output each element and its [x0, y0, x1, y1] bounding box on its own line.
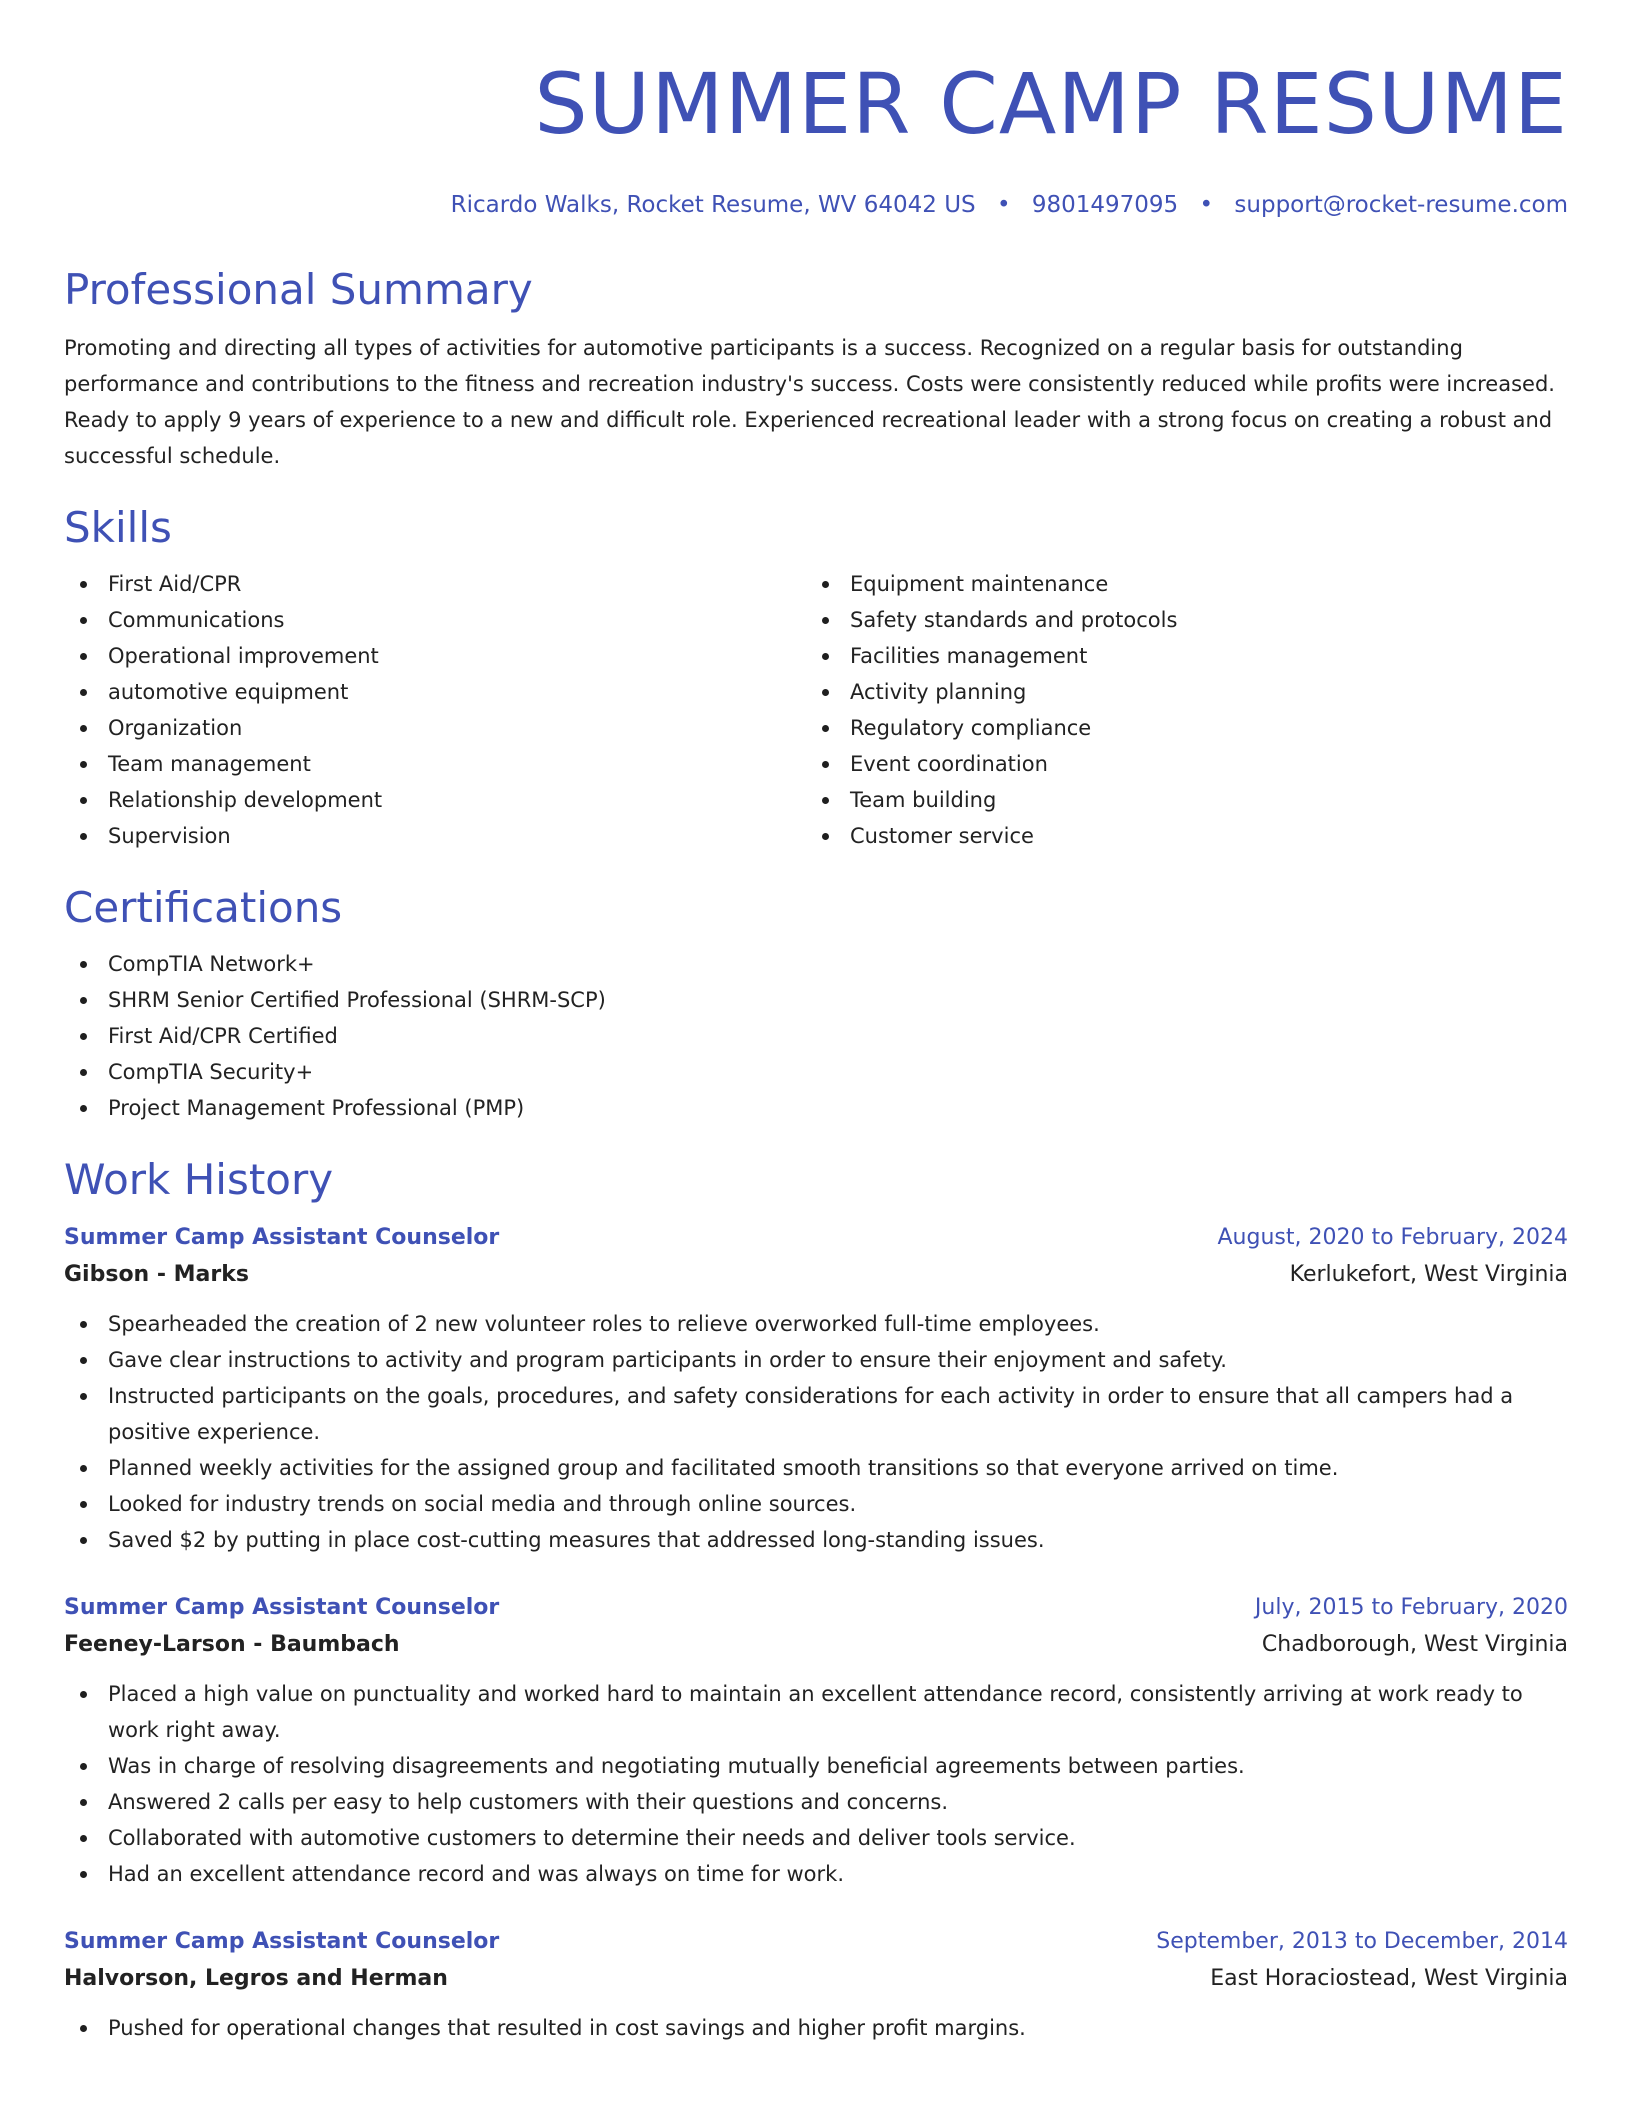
job-title-row — [64, 1590, 1568, 1626]
skills-right-column — [806, 566, 1548, 854]
job-title: Summer Camp Assistant Counselor — [64, 1225, 500, 1250]
job-company: Gibson - Marks — [64, 1262, 249, 1287]
skill-item: Event coordination — [806, 746, 1548, 782]
contact-email[interactable]: support@rocket-resume.com — [1234, 192, 1568, 218]
job-entry — [64, 1590, 1568, 1892]
skill-item: Safety standards and protocols — [806, 602, 1548, 638]
skills-left-column — [64, 566, 806, 854]
job-bullet: Saved $2 by putting in place cost-cutting measures that addressed long-standing issues. — [64, 1522, 1568, 1558]
job-title-row — [64, 1220, 1568, 1256]
job-bullets — [64, 2010, 1568, 2046]
job-bullet: Gave clear instructions to activity and program participants in order to ensure their enjoyment and safety. — [64, 1342, 1568, 1378]
summary-text: Promoting and directing all types of activities for automotive participants is a success. Recognized on a regular basis for outstanding performance and contributions to the fitness and recreation industry's success. Costs were consistently reduced while profits were increased. Ready to apply 9 years of experience to a new and difficult role. Experienced recreational leader with a strong focus on creating a robust and successful schedule. — [64, 336, 1555, 468]
job-bullet: Instructed participants on the goals, procedures, and safety considerations for each activity in order to ensure that all campers had a positive experience. — [64, 1378, 1568, 1450]
skill-item: Team management — [64, 746, 806, 782]
skills-section — [64, 502, 1568, 854]
contact-line — [64, 190, 1568, 220]
contact-separator: • — [996, 192, 1011, 218]
summary-section — [64, 264, 1568, 474]
job-bullet: Looked for industry trends on social media and through online sources. — [64, 1486, 1568, 1522]
job-bullets — [64, 1306, 1568, 1558]
job-entry — [64, 1220, 1568, 1558]
job-bullet: Planned weekly activities for the assigned group and facilitated smooth transitions so that everyone arrived on time. — [64, 1450, 1568, 1486]
certifications-section — [64, 882, 1568, 1126]
skill-item: Regulatory compliance — [806, 710, 1548, 746]
job-company-row — [64, 1256, 1568, 1294]
certification-item: CompTIA Network+ — [64, 946, 1568, 982]
work-history-heading: Work History — [64, 1155, 334, 1204]
job-bullet: Had an excellent attendance record and was always on time for work. — [64, 1856, 1568, 1892]
job-company-row — [64, 1626, 1568, 1664]
skills-heading: Skills — [64, 503, 172, 552]
skill-item: Equipment maintenance — [806, 566, 1548, 602]
certification-item: First Aid/CPR Certified — [64, 1018, 1568, 1054]
job-bullet: Was in charge of resolving disagreements and negotiating mutually beneficial agreements between parties. — [64, 1748, 1568, 1784]
certification-item: CompTIA Security+ — [64, 1054, 1568, 1090]
skill-item: Facilities management — [806, 638, 1548, 674]
contact-address: Ricardo Walks, Rocket Resume, WV 64042 US — [450, 192, 976, 218]
job-company: Halvorson, Legros and Herman — [64, 1966, 448, 1991]
job-bullet: Spearheaded the creation of 2 new volunteer roles to relieve overworked full-time employees. — [64, 1306, 1568, 1342]
job-dates: August, 2020 to February, 2024 — [1217, 1225, 1568, 1250]
job-dates: July, 2015 to February, 2020 — [1254, 1595, 1568, 1620]
resume-header — [64, 0, 1568, 220]
job-bullet: Pushed for operational changes that resulted in cost savings and higher profit margins. — [64, 2010, 1568, 2046]
skill-item: automotive equipment — [64, 674, 806, 710]
job-dates: September, 2013 to December, 2014 — [1156, 1929, 1568, 1954]
skill-item: First Aid/CPR — [64, 566, 806, 602]
resume-title: SUMMER CAMP RESUME — [534, 55, 1568, 153]
certifications-heading: Certifications — [64, 883, 343, 932]
job-location: East Horaciostead, West Virginia — [1210, 1966, 1568, 1991]
job-location: Chadborough, West Virginia — [1261, 1632, 1568, 1657]
job-title-row — [64, 1924, 1568, 1960]
job-title: Summer Camp Assistant Counselor — [64, 1929, 500, 1954]
skill-item: Operational improvement — [64, 638, 806, 674]
certification-item: SHRM Senior Certified Professional (SHRM-SCP) — [64, 982, 1568, 1018]
job-bullet: Placed a high value on punctuality and worked hard to maintain an excellent attendance record, consistently arriving at work ready to work right away. — [64, 1676, 1568, 1748]
job-location: Kerlukefort, West Virginia — [1289, 1262, 1568, 1287]
contact-phone: 9801497095 — [1031, 192, 1179, 218]
contact-separator: • — [1199, 192, 1214, 218]
certification-item: Project Management Professional (PMP) — [64, 1090, 1568, 1126]
job-title: Summer Camp Assistant Counselor — [64, 1595, 500, 1620]
job-bullet: Answered 2 calls per easy to help customers with their questions and concerns. — [64, 1784, 1568, 1820]
job-company-row — [64, 1960, 1568, 1998]
skill-item: Relationship development — [64, 782, 806, 818]
summary-heading: Professional Summary — [64, 265, 533, 314]
job-entry — [64, 1924, 1568, 2046]
skills-grid — [64, 566, 1568, 854]
job-bullets — [64, 1676, 1568, 1892]
job-bullet: Collaborated with automotive customers to determine their needs and deliver tools service. — [64, 1820, 1568, 1856]
skill-item: Organization — [64, 710, 806, 746]
work-history-section — [64, 1154, 1568, 2046]
job-company: Feeney-Larson - Baumbach — [64, 1632, 400, 1657]
skill-item: Customer service — [806, 818, 1548, 854]
skill-item: Team building — [806, 782, 1548, 818]
skill-item: Activity planning — [806, 674, 1548, 710]
skill-item: Communications — [64, 602, 806, 638]
skill-item: Supervision — [64, 818, 806, 854]
certifications-list — [64, 946, 1568, 1126]
